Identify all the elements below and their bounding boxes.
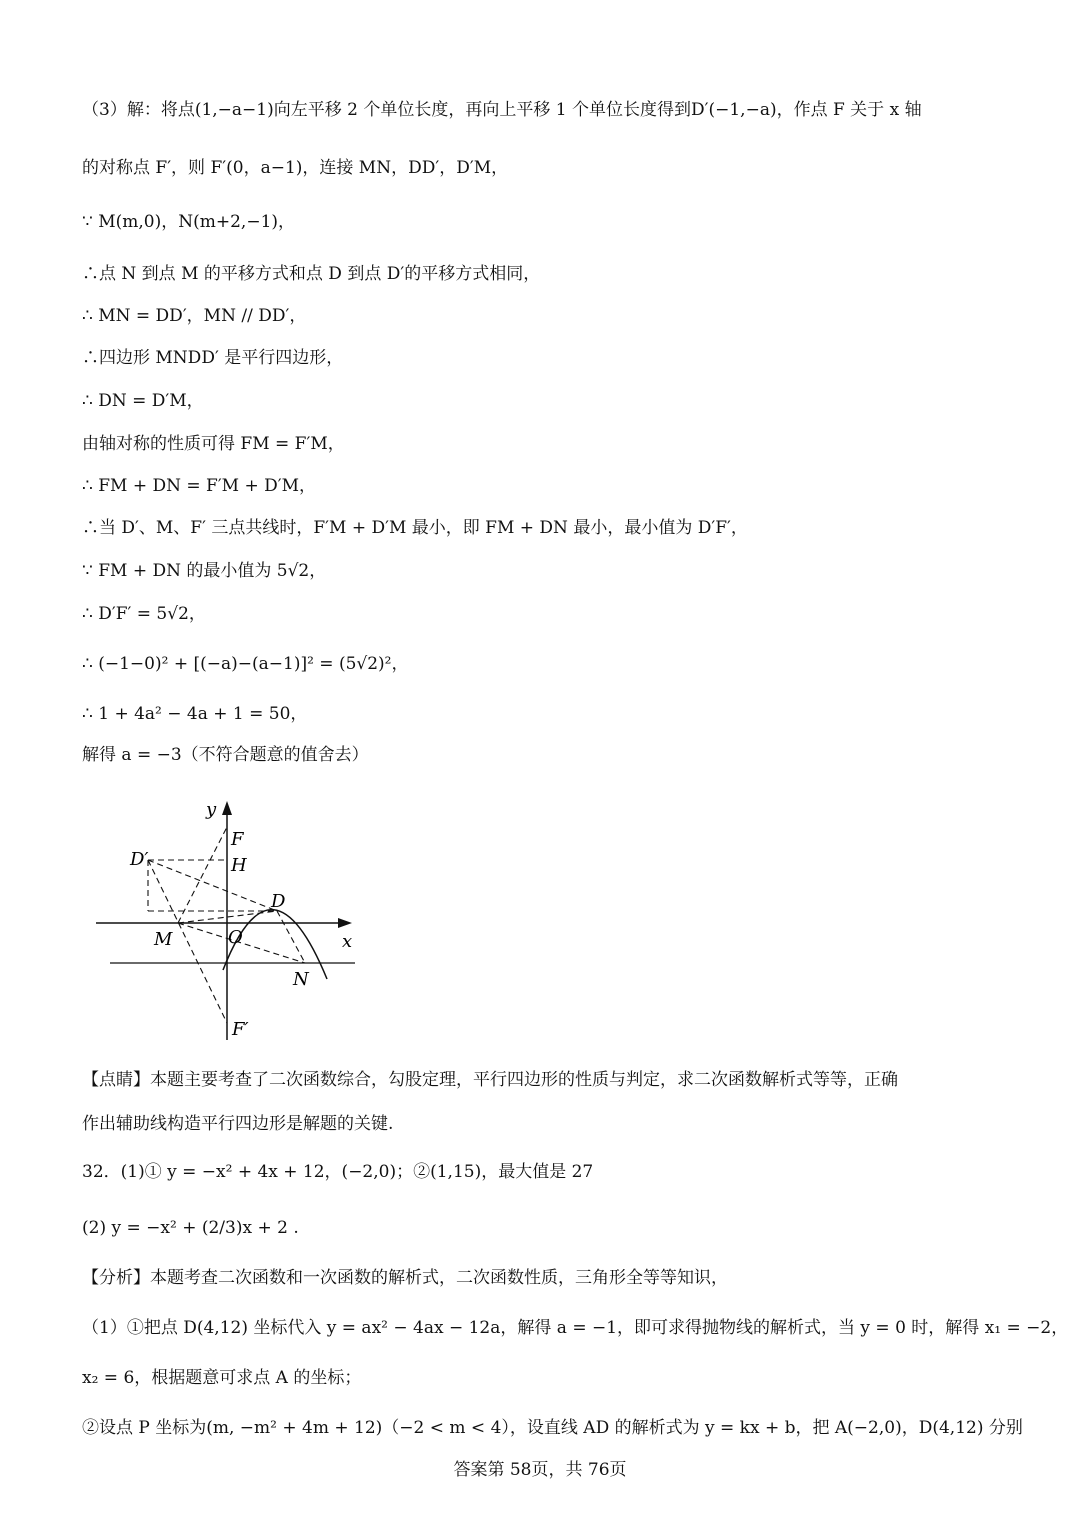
label-f-prime: F′ [232,1019,249,1040]
text-line: 作出辅助线构造平行四边形是解题的关键. [82,1114,394,1134]
label-d-prime: D′ [130,849,149,870]
text-line: 由轴对称的性质可得 FM = F′M， [82,434,345,454]
label-o: O [228,927,243,948]
text-line: ∴当 D′、M、F′ 三点共线时，F′M + D′M 最小，即 FM + DN 最小，最小值为 D′F′， [82,518,748,538]
label-y: y [206,799,217,820]
text-line: 解得 a = −3（不符合题意的值舍去） [82,745,369,765]
y-axis-arrow [222,801,232,815]
text-line: ∴ (−1−0)² + [(−a)−(a−1)]² = (5√2)²， [82,654,409,674]
label-d: D [271,891,286,912]
text-line: (2) y = −x² + (2/3)x + 2 . [82,1218,299,1238]
text-line: x₂ = 6，根据题意可求点 A 的坐标； [82,1368,362,1388]
label-n: N [293,969,309,990]
label-x: x [342,931,353,952]
page-footer: 答案第 58页，共 76页 [453,1460,627,1480]
text-line: ∴四边形 MNDD′ 是平行四边形， [82,348,344,368]
segment-dp-d [148,860,277,911]
geometry-figure [90,795,370,1045]
text-line: 【分析】本题考查二次函数和一次函数的解析式，二次函数性质，三角形全等等知识， [82,1268,728,1288]
x-axis-arrow [338,918,352,928]
text-line: ∴ MN = DD′，MN // DD′， [82,306,307,326]
label-f: F [231,829,244,850]
label-m: M [154,929,173,950]
text-line: ∴ DN = D′M， [82,391,204,411]
text-line: 的对称点 F′，则 F′(0，a−1)，连接 MN，DD′，D′M， [82,158,509,178]
text-line: （3）解：将点(1,−a−1)向左平移 2 个单位长度，再向上平移 1 个单位长度得到D′(−1,−a)，作点 F 关于 x 轴 [82,100,922,120]
text-line: 【点睛】本题主要考查了二次函数综合，勾股定理，平行四边形的性质与判定，求二次函数解析式等等，正确 [82,1070,898,1090]
text-line: ∵ FM + DN 的最小值为 5√2， [82,561,327,581]
text-line: （1）①把点 D(4,12) 坐标代入 y = ax² − 4ax − 12a，解得 a = −1，即可求得抛物线的解析式，当 y = 0 时，解得 x₁ = −2， [82,1318,1069,1338]
text-line: ②设点 P 坐标为(m, −m² + 4m + 12)（−2 < m < 4），设直线 AD 的解析式为 y = kx + b，把 A(−2,0)，D(4,12) 分别 [82,1418,1023,1438]
label-h: H [231,855,247,876]
text-line: ∴ FM + DN = F′M + D′M， [82,476,317,496]
text-line: 32．(1)① y = −x² + 4x + 12，(−2,0)；②(1,15)，最大值是 27 [82,1162,594,1182]
text-line: ∵ M(m,0)，N(m+2,−1)， [82,212,296,232]
text-line: ∴ 1 + 4a² − 4a + 1 = 50， [82,704,308,724]
text-line: ∴ D′F′ = 5√2， [82,604,206,624]
text-line: ∴点 N 到点 M 的平移方式和点 D 到点 D′的平移方式相同， [82,264,541,284]
